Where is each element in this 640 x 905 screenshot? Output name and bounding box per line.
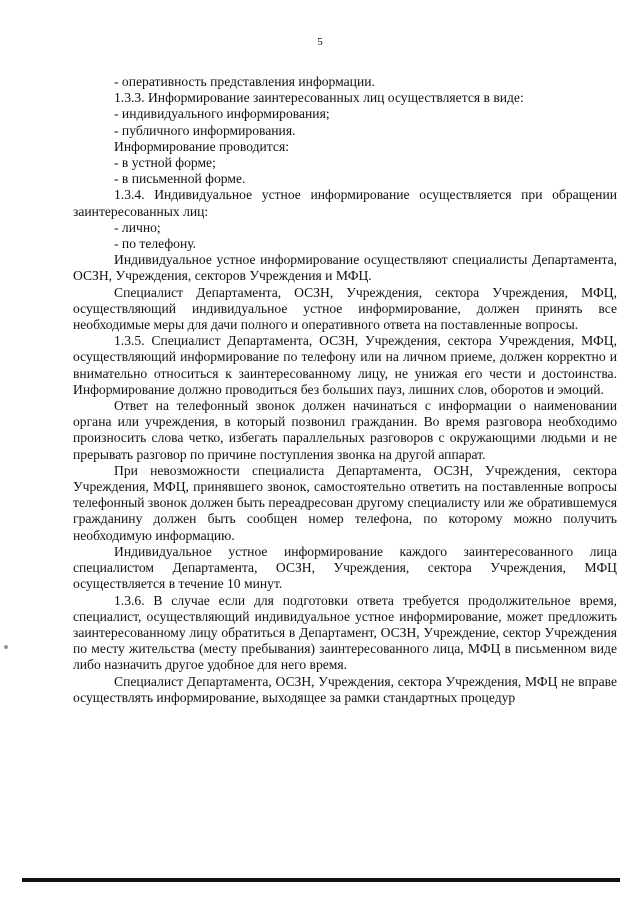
list-item: - по телефону. <box>114 236 197 252</box>
paragraph: Информирование проводится: <box>114 138 289 154</box>
paragraph: 1.3.3. Информирование заинтересованных лиц осуществляется в виде: <box>114 90 524 106</box>
paragraph: 1.3.6. В случае если для подготовки ответа требуется продолжительное время, специалист, осуществляющий индивидуальное устное информирование, может предложить заинтересованному лицу обратиться в Департамент, ОСЗН, Учреждение, сектор Учреждения по месту жительства (месту пребывания) заинтересованного лица, МФЦ в письменном виде либо назначить другое удобное для него время. <box>73 592 617 673</box>
paragraph: 1.3.5. Специалист Департамента, ОСЗН, Учреждения, сектора Учреждения, МФЦ, осуществляющий информирование по телефону или на личном приеме, должен корректно и внимательно относиться к заинтересованному лицу, не унижая его чести и достоинства. Информирование должно проводиться без больших пауз, лишних слов, оборотов и эмоций. <box>73 333 617 397</box>
paragraph: Ответ на телефонный звонок должен начинаться с информации о наименовании органа или учреждения, в который позвонил гражданин. Во время разговора необходимо произносить слова четко, избегать параллельных разговоров с окружающими людьми и не прерывать разговор по причине поступления звонка на другой аппарат. <box>73 398 617 462</box>
list-item: - оперативность представления информации. <box>114 74 375 89</box>
document-body <box>73 74 617 706</box>
paragraph: Специалист Департамента, ОСЗН, Учреждения, сектора Учреждения, МФЦ, осуществляющий индивидуальное устное информирование, должен принять все необходимые меры для дачи полного и оперативного ответа на поставленные вопросы. <box>73 284 617 333</box>
paragraph: Индивидуальное устное информирование осуществляют специалисты Департамента, ОСЗН, Учреждения, секторов Учреждения и МФЦ. <box>73 252 617 284</box>
paragraph: Индивидуальное устное информирование каждого заинтересованного лица специалистом Департамента, ОСЗН, Учреждения, сектора Учреждения, МФЦ осуществляется в течение 10 минут. <box>73 543 617 592</box>
list-item: - индивидуального информирования; <box>114 106 330 122</box>
page-number: 5 <box>317 36 323 48</box>
list-item: - публичного информирования. <box>114 122 296 138</box>
list-item: - лично; <box>114 219 161 235</box>
list-item: - в письменной форме. <box>114 171 246 187</box>
paragraph: При невозможности специалиста Департамента, ОСЗН, Учреждения, сектора Учреждения, МФЦ, принявшего звонок, самостоятельно ответить на поставленные вопросы телефонный звонок должен быть переадресован другому специалисту или же обратившемуся гражданину должен быть сообщен номер телефона, по которому можно получить необходимую информацию. <box>73 462 617 543</box>
list-item: - в устной форме; <box>114 155 216 171</box>
footer-rule <box>22 878 620 882</box>
scan-mark <box>4 645 8 649</box>
paragraph: Специалист Департамента, ОСЗН, Учреждения, сектора Учреждения, МФЦ не вправе осуществлять информирование, выходящее за рамки стандартных процедур <box>73 673 617 705</box>
paragraph: 1.3.4. Индивидуальное устное информирование осуществляется при обращении заинтересованных лиц: <box>73 187 617 219</box>
